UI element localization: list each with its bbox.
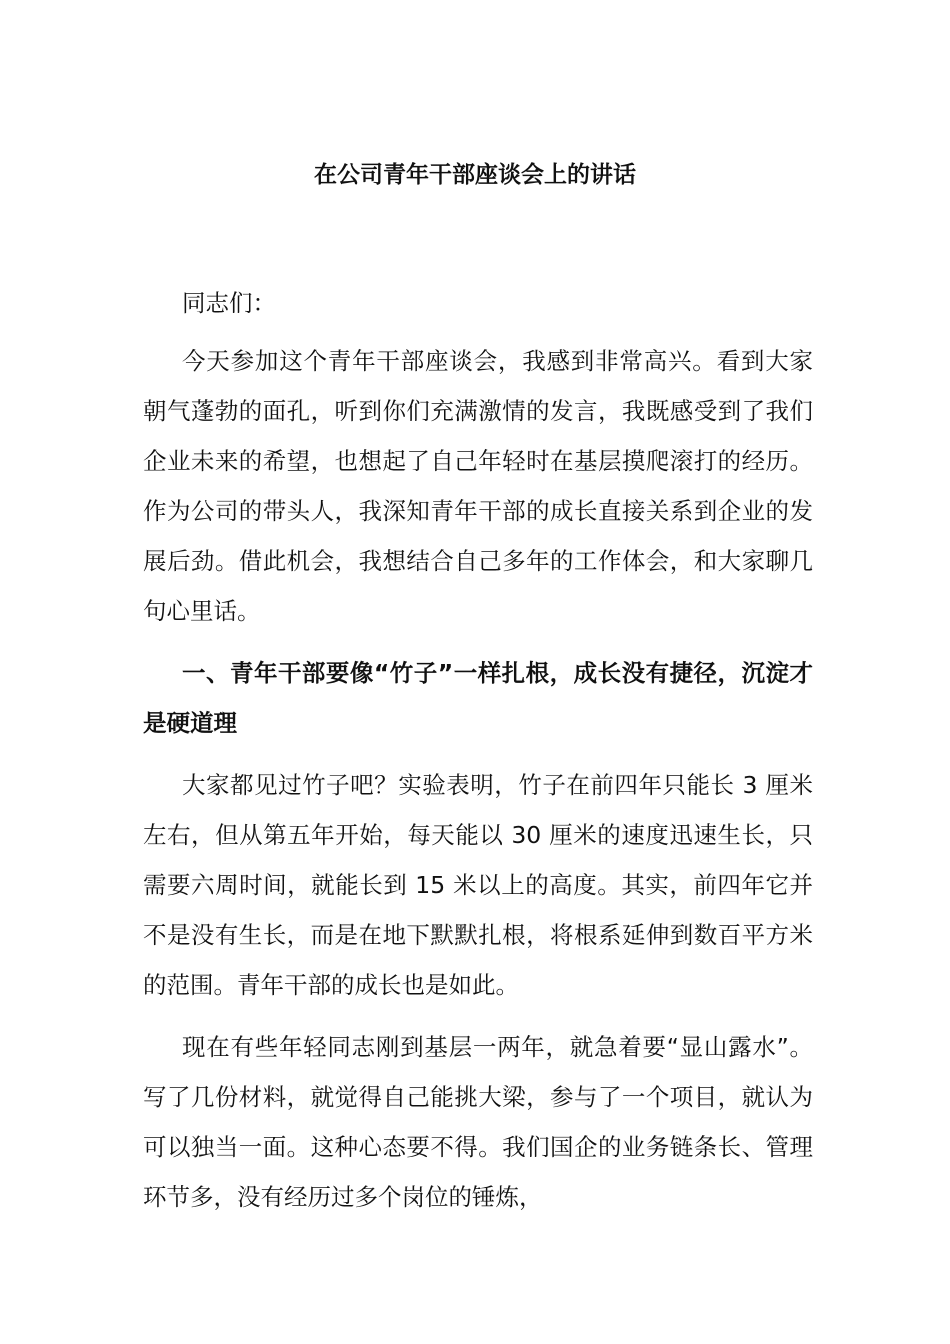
document-body <box>143 278 813 1234</box>
section-1-paragraph-2: 现在有些年轻同志刚到基层一两年，就急着要“显山露水”。写了几份材料，就觉得自己能挑大梁，参与了一个项目，就认为可以独当一面。这种心态要不得。我们国企的业务链条长、管理环节多，没有经历过多个岗位的锤炼， <box>143 1033 813 1211</box>
section-1-heading: 一、青年干部要像“竹子”一样扎根，成长没有捷径，沉淀才是硬道理 <box>143 659 813 737</box>
document-title: 在公司青年干部座谈会上的讲话 <box>314 162 636 188</box>
salutation: 同志们： <box>182 289 276 317</box>
section-1-paragraph-1: 大家都见过竹子吧？实验表明，竹子在前四年只能长 3 厘米左右，但从第五年开始，每天能以 30 厘米的速度迅速生长，只需要六周时间，就能长到 15 米以上的高度。其实，前四年它并不是没有生长，而是在地下默默扎根，将根系延伸到数百平方米的范围。青年干部的成长也是如此。 <box>143 771 813 999</box>
intro-paragraph: 今天参加这个青年干部座谈会，我感到非常高兴。看到大家朝气蓬勃的面孔，听到你们充满激情的发言，我既感受到了我们企业未来的希望，也想起了自己年轻时在基层摸爬滚打的经历。作为公司的带头人，我深知青年干部的成长直接关系到企业的发展后劲。借此机会，我想结合自己多年的工作体会，和大家聊几句心里话。 <box>143 347 813 625</box>
